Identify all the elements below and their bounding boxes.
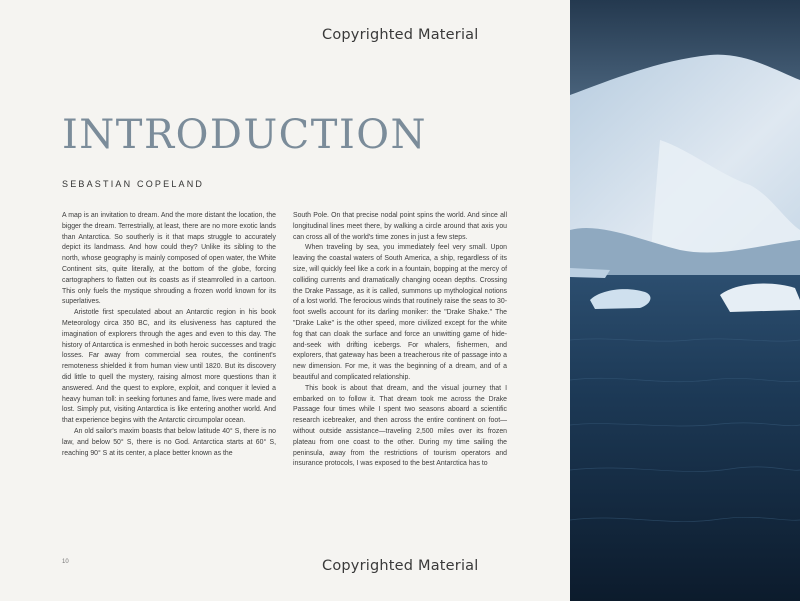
copyright-watermark-top: Copyrighted Material (322, 27, 479, 43)
author-name: SEBASTIAN COPELAND (62, 179, 205, 189)
paragraph: This book is about that dream, and the visual journey that I embarked on to follow it. That dream took me across the Drake Passage four times while I spent two seasons aboard a scientific research icebreaker, and then across the entire continent on foot—without outside assistance—traveling 2,500 miles over its frozen plateau from one coast to the other. During my time sailing the peninsula, away from the restrictions of tourism operators and insurance protocols, I was exposed to the best Antarctica has to (293, 384, 507, 468)
text-column-right (293, 211, 507, 470)
page-title: INTRODUCTION (62, 112, 428, 158)
copyright-watermark-bottom: Copyrighted Material (322, 558, 479, 574)
page-number: 10 (62, 559, 69, 565)
paragraph: Aristotle first speculated about an Antarctic region in his book Meteorology circa 350 BC, and its elusiveness has captured the imagination of explorers through the ages and even to this day. The history of Antarctica is enmeshed in both heroic successes and tragic losses. Far away from commercial sea routes, the continent's remoteness shielded it from human view until 1820. But its discovery did little to quell the mystery, raising almost more questions than it answered. And the quest to explore, exploit, and conquer it levied a heavy human toll: in seeking fortunes and fame, lives were made and lost. Simply put, visiting Antarctica is like entering another world. And that experience begins with the Antarctic circumpolar ocean. (62, 309, 276, 425)
paragraph: When traveling by sea, you immediately feel very small. Upon leaving the coastal waters of South America, a ship, regardless of its size, will quickly feel like a cork in a fountain, bopping at the mercy of colliding currents and dramatically changing ocean depths. Crossing the Drake Passage, as it is called, summons up mythological notions of a lost world. The ferocious winds that routinely raise the seas to 30-foot swells account for its darling moniker: the "Drake Shake." The "Drake Lake" is the other speed, more civilized except for the white fog that can cloak the surface and force an unwitting game of hide-and-seek with drifting icebergs. For whalers, fishermen, and explorers, that gateway has been a treacherous rite of passage into a new dimension. For me, it was the beginning of a dream, and of a beautiful and complicated relationship. (293, 244, 507, 381)
text-column-left (62, 211, 276, 459)
paragraph: South Pole. On that precise nodal point spins the world. And since all longitudinal lines meet there, by walking a circle around that axis you can cross all of the world's time zones in just a few steps. (293, 212, 507, 241)
paragraph: A map is an invitation to dream. And the more distant the location, the bigger the dream. Terrestrially, at least, there are no more exotic lands than Antarctica. So southerly is it that maps struggle to accurately depict its landmass. And how could they? Unlike its sibling to the north, whose geography is mainly composed of open water, the White Continent sits, quite literally, at the bottom of the globe, forcing cartographers to flatten out its coasts as if steamrolled in a cartoon. This only fuels the mystique shrouding a frozen world known for its superlatives. (62, 212, 276, 306)
paragraph: An old sailor's maxim boasts that below latitude 40° S, there is no law, and below 50° S, there is no God. Antarctica starts at 60° S, reaching 90° S at its center, a place better known as the (62, 427, 276, 457)
antarctic-photo (570, 0, 800, 601)
